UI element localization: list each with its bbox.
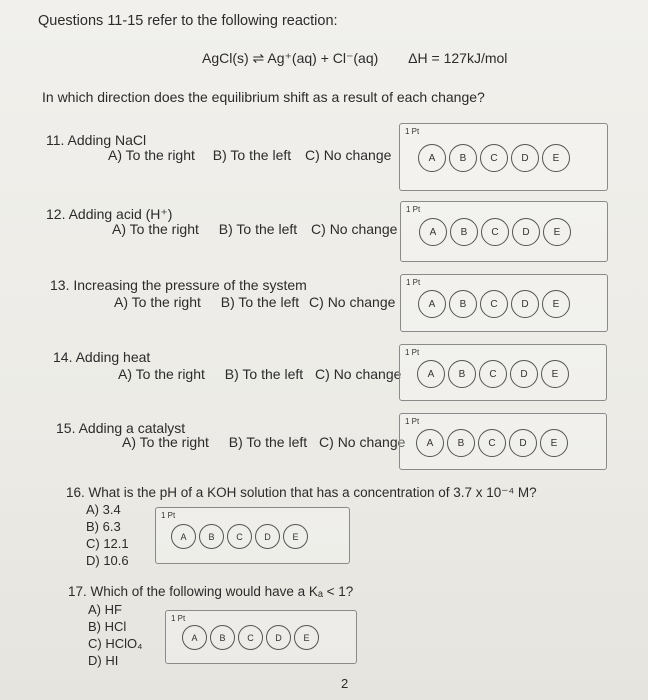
reaction-equation: AgCl(s) ⇌ Ag⁺(aq) + Cl⁻(aq)	[202, 50, 379, 66]
q17-bubble-b[interactable]: B	[210, 625, 235, 650]
q17-choice-a: A) HF	[88, 602, 122, 617]
q16-choice-a: A) 3.4	[86, 502, 121, 517]
reaction-enthalpy: ΔH = 127kJ/mol	[408, 50, 508, 66]
q14-points: 1 Pt	[405, 348, 420, 357]
q12-option-b: B) To the left	[218, 221, 298, 237]
q17-bubble-d[interactable]: D	[266, 625, 291, 650]
q14-bubble-d[interactable]: D	[510, 360, 538, 388]
q13-bubble-e[interactable]: E	[542, 290, 570, 318]
q17-choice-c: C) HClO₄	[88, 636, 143, 651]
q11-bubble-a[interactable]: A	[418, 144, 446, 172]
q15-title: 15. Adding a catalyst	[56, 420, 186, 436]
q11-answer-box	[399, 123, 608, 191]
q14-option-c: C) No change	[315, 366, 402, 382]
q11-option-b: B) To the left	[212, 147, 292, 163]
q16-bubble-e[interactable]: E	[283, 524, 308, 549]
section-heading: Questions 11-15 refer to the following reaction:	[38, 13, 338, 29]
q11-points: 1 Pt	[405, 127, 420, 136]
q11-bubbles	[418, 144, 570, 172]
q11-options	[108, 147, 391, 163]
q16-bubbles	[171, 524, 308, 549]
q15-option-a: A) To the right	[122, 434, 209, 450]
q14-options	[118, 366, 401, 382]
q17-choice-b: B) HCl	[88, 619, 127, 634]
q12-bubbles	[419, 218, 571, 246]
page-number: 2	[341, 676, 349, 691]
q14-option-b: B) To the left	[224, 366, 304, 382]
q13-options	[114, 294, 395, 310]
q11-option-a: A) To the right	[108, 147, 195, 163]
q15-bubbles	[416, 429, 568, 457]
q11-bubble-d[interactable]: D	[511, 144, 539, 172]
q17-bubble-e[interactable]: E	[294, 625, 319, 650]
q16-choice-b: B) 6.3	[86, 519, 121, 534]
q16-choice-c: C) 12.1	[86, 536, 129, 551]
q17-bubble-a[interactable]: A	[182, 625, 207, 650]
q17-points: 1 Pt	[171, 614, 186, 623]
q14-bubble-e[interactable]: E	[541, 360, 569, 388]
q14-bubble-a[interactable]: A	[417, 360, 445, 388]
q15-points: 1 Pt	[405, 417, 420, 426]
q11-bubble-b[interactable]: B	[449, 144, 477, 172]
q16-bubble-b[interactable]: B	[199, 524, 224, 549]
q13-option-a: A) To the right	[114, 294, 201, 310]
q15-bubble-b[interactable]: B	[447, 429, 475, 457]
q13-bubble-c[interactable]: C	[480, 290, 508, 318]
q12-answer-box	[400, 201, 608, 262]
q12-option-c: C) No change	[311, 221, 398, 237]
q14-bubble-b[interactable]: B	[448, 360, 476, 388]
q15-option-b: B) To the left	[228, 434, 308, 450]
q13-answer-box	[400, 274, 608, 332]
q12-option-a: A) To the right	[112, 221, 199, 237]
q16-bubble-a[interactable]: A	[171, 524, 196, 549]
q17-answer-box	[165, 610, 357, 664]
q12-bubble-c[interactable]: C	[481, 218, 509, 246]
q16-points: 1 Pt	[161, 511, 176, 520]
q15-bubble-c[interactable]: C	[478, 429, 506, 457]
q12-bubble-a[interactable]: A	[419, 218, 447, 246]
reaction-line	[202, 50, 507, 67]
q13-bubble-a[interactable]: A	[418, 290, 446, 318]
q11-title: 11. Adding NaCl	[46, 132, 147, 148]
q15-bubble-d[interactable]: D	[509, 429, 537, 457]
q17-title: 17. Which of the following would have a Kₐ < 1?	[68, 584, 354, 599]
q13-option-b: B) To the left	[220, 294, 300, 310]
q12-bubble-b[interactable]: B	[450, 218, 478, 246]
q11-bubble-c[interactable]: C	[480, 144, 508, 172]
q16-choices	[86, 501, 129, 569]
q15-answer-box	[399, 413, 607, 470]
q12-options	[112, 221, 397, 237]
q16-answer-box	[155, 507, 350, 564]
q13-bubble-b[interactable]: B	[449, 290, 477, 318]
q13-bubbles	[418, 290, 570, 318]
q14-answer-box	[399, 344, 607, 401]
q14-option-a: A) To the right	[118, 366, 205, 382]
q12-points: 1 Pt	[406, 205, 421, 214]
q17-bubble-c[interactable]: C	[238, 625, 263, 650]
q13-title: 13. Increasing the pressure of the system	[50, 277, 307, 293]
q15-bubble-a[interactable]: A	[416, 429, 444, 457]
q11-bubble-e[interactable]: E	[542, 144, 570, 172]
q12-title: 12. Adding acid (H⁺)	[46, 206, 173, 222]
q16-choice-d: D) 10.6	[86, 553, 129, 568]
q16-title: 16. What is the pH of a KOH solution that has a concentration of 3.7 x 10⁻⁴ M?	[66, 485, 537, 500]
q11-option-c: C) No change	[305, 147, 392, 163]
q12-bubble-d[interactable]: D	[512, 218, 540, 246]
q14-bubbles	[417, 360, 569, 388]
q17-bubbles	[182, 625, 319, 650]
q17-choice-d: D) HI	[88, 653, 119, 668]
q17-choices	[88, 601, 142, 669]
q14-bubble-c[interactable]: C	[479, 360, 507, 388]
q15-bubble-e[interactable]: E	[540, 429, 568, 457]
q13-points: 1 Pt	[406, 278, 421, 287]
question-prompt: In which direction does the equilibrium shift as a result of each change?	[42, 89, 485, 105]
q14-title: 14. Adding heat	[53, 349, 151, 365]
q16-bubble-c[interactable]: C	[227, 524, 252, 549]
q13-bubble-d[interactable]: D	[511, 290, 539, 318]
q13-option-c: C) No change	[309, 294, 396, 310]
q15-option-c: C) No change	[319, 434, 406, 450]
q12-bubble-e[interactable]: E	[543, 218, 571, 246]
q16-bubble-d[interactable]: D	[255, 524, 280, 549]
q15-options	[122, 434, 405, 450]
